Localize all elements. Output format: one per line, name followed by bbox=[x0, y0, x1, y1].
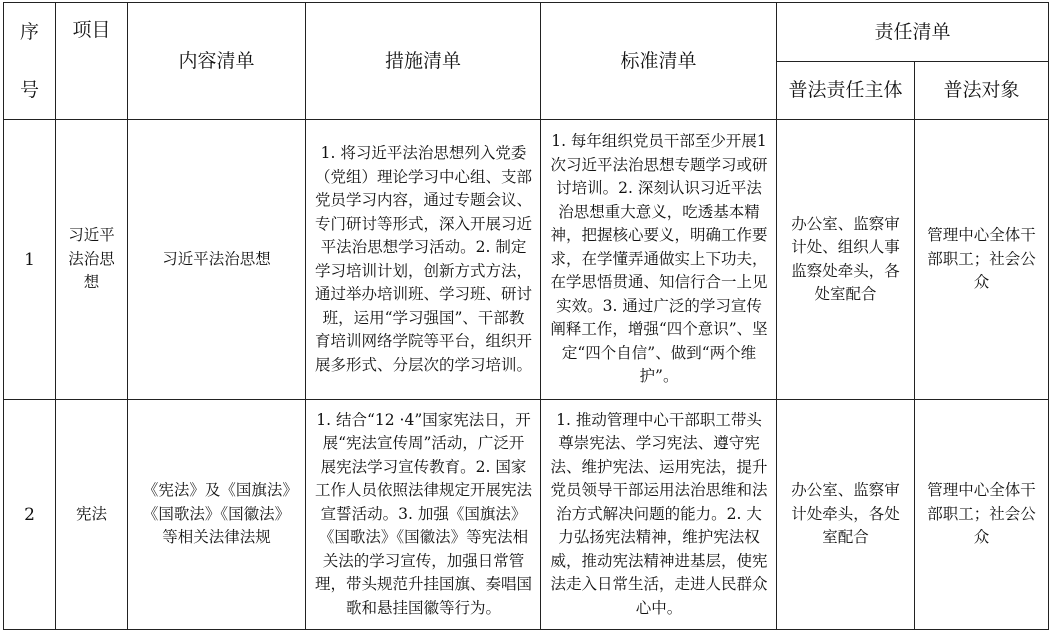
header-target: 普法对象 bbox=[915, 61, 1049, 120]
row-standard: 1. 每年组织党员干部至少开展1次习近平法治思想专题学习或研讨培训。2. 深刻认识习近平法治思想重大意义，吃透基本精神，把握核心要义，明确工作要求，在学懂弄通做实上下功夫，在学思悟贯通、知信行合一上见实效。3. 通过广泛的学习宣传阐释工作，增强“四个意识”、坚定“四个自信”、做到“两个维护”。 bbox=[541, 120, 777, 400]
header-responsibility: 责任清单 bbox=[777, 3, 1049, 62]
table-row bbox=[4, 400, 1049, 630]
row-target: 管理中心全体干部职工；社会公众 bbox=[915, 120, 1049, 400]
row-subject: 办公室、监察审计处、组织人事监察处牵头，各处室配合 bbox=[777, 120, 915, 400]
row-measures: 1. 将习近平法治思想列入党委（党组）理论学习中心组、支部党员学习内容，通过专题会议、专门研讨等形式，深入开展习近平法治思想学习活动。2. 制定学习培训计划，创新方式方法，通过举办培训班、学习班、研讨班，运用“学习强国”、干部教育培训网络学院等平台，组织开展多形式、分层次的学习培训。 bbox=[306, 120, 541, 400]
header-subject: 普法责任主体 bbox=[777, 61, 915, 120]
row-subject: 办公室、监察审计处牵头，各处室配合 bbox=[777, 400, 915, 630]
header-content: 内容清单 bbox=[128, 3, 306, 120]
header-seq-char2: 号 bbox=[19, 79, 39, 101]
header-standard: 标准清单 bbox=[541, 3, 777, 120]
responsibility-table bbox=[3, 2, 1049, 630]
row-content: 习近平法治思想 bbox=[128, 120, 306, 400]
row-item: 宪法 bbox=[56, 400, 128, 630]
row-content: 《宪法》及《国旗法》《国歌法》《国徽法》等相关法律法规 bbox=[128, 400, 306, 630]
row-number: 2 bbox=[4, 400, 56, 630]
header-seq bbox=[4, 3, 56, 120]
header-row bbox=[4, 3, 1049, 62]
row-target: 管理中心全体干部职工；社会公众 bbox=[915, 400, 1049, 630]
row-number: 1 bbox=[4, 120, 56, 400]
header-item: 项目 bbox=[56, 3, 128, 120]
header-measures: 措施清单 bbox=[306, 3, 541, 120]
row-standard: 1. 推动管理中心干部职工带头尊崇宪法、学习宪法、遵守宪法、维护宪法、运用宪法，提升党员领导干部运用法治思维和法治方式解决问题的能力。2. 大力弘扬宪法精神，维护宪法权威，推动宪法精神进基层，使宪法走入日常生活，走进人民群众心中。 bbox=[541, 400, 777, 630]
table-row bbox=[4, 120, 1049, 400]
row-item: 习近平法治思想 bbox=[56, 120, 128, 400]
row-measures: 1. 结合“12 ·4”国家宪法日，开展“宪法宣传周”活动，广泛开展宪法学习宣传教育。2. 国家工作人员依照法律规定开展宪法宣誓活动。3. 加强《国旗法》《国歌法》《国徽法》等宪法相关法的学习宣传，加强日常管理，带头规范升挂国旗、奏唱国歌和悬挂国徽等行为。 bbox=[306, 400, 541, 630]
header-seq-char1: 序 bbox=[19, 21, 39, 43]
